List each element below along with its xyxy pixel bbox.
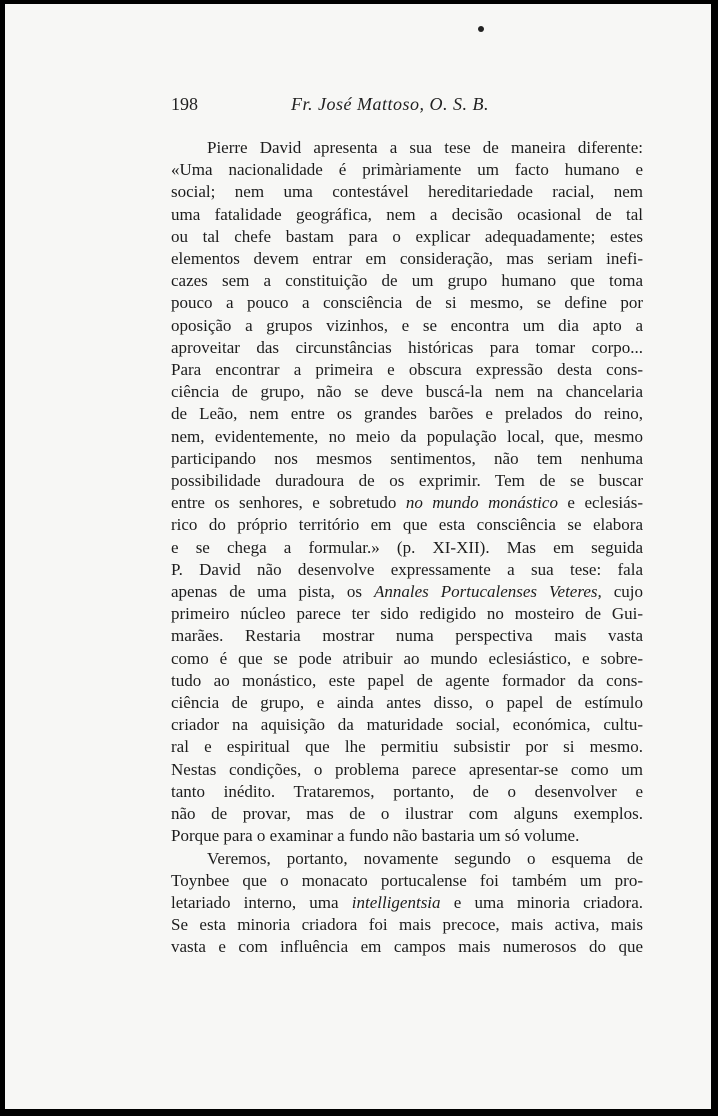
- text-line: nem, evidentemente, no meio da população local, que, mesmo: [171, 426, 643, 446]
- text-line: Porque para o examinar a fundo não bastaria um só volume.: [171, 826, 580, 846]
- text-line: apenas de uma pista, os Annales Portucalenses Veteres, cujo: [171, 582, 643, 602]
- text-line: letariado interno, uma intelligentsia e uma minoria criadora.: [171, 892, 643, 912]
- ink-speck: [478, 26, 484, 32]
- text-line: pouco a pouco a consciência de si mesmo, se define por: [171, 293, 643, 313]
- text-line: P. David não desenvolve expressamente a sua tese: fala: [171, 559, 643, 579]
- text-line: marães. Restaria mostrar numa perspectiva mais vasta: [171, 626, 643, 646]
- text-line: e se chega a formular.» (p. XI-XII). Mas em seguida: [171, 537, 643, 557]
- text-line: participando nos mesmos sentimentos, não tem nenhuma: [171, 448, 643, 468]
- text-line: criador na aquisição da maturidade social, económica, cultu-: [171, 715, 643, 735]
- text-line: oposição a grupos vizinhos, e se encontra um dia apto a: [171, 315, 643, 335]
- text-line: primeiro núcleo parece ter sido redigido no mosteiro de Gui-: [171, 604, 643, 624]
- text-line: social; nem uma contestável hereditariedade racial, nem: [171, 182, 643, 202]
- text-line: elementos devem entrar em consideração, mas seriam inefi-: [171, 249, 643, 269]
- book-page: [5, 4, 711, 1109]
- text-line: Veremos, portanto, novamente segundo o esquema de: [207, 848, 643, 868]
- text-line: ou tal chefe bastam para o explicar adequadamente; estes: [171, 226, 643, 246]
- text-line: ciência de grupo, e ainda antes disso, o papel de estímulo: [171, 693, 643, 713]
- text-line: tudo ao monástico, este papel de agente formador da cons-: [171, 670, 643, 690]
- text-line: de Leão, nem entre os grandes barões e prelados do reino,: [171, 404, 643, 424]
- text-line: tanto inédito. Trataremos, portanto, de o desenvolver e: [171, 781, 643, 801]
- text-line: vasta e com influência em campos mais numerosos do que: [171, 937, 643, 957]
- text-line: aproveitar das circunstâncias históricas para tomar corpo...: [171, 337, 643, 357]
- text-line: entre os senhores, e sobretudo no mundo monástico e eclesiás-: [171, 493, 643, 513]
- text-line: não de provar, mas de o ilustrar com alguns exemplos.: [171, 804, 643, 824]
- page-number: 198: [171, 94, 198, 114]
- text-line: Pierre David apresenta a sua tese de maneira diferente:: [207, 138, 643, 157]
- text-line: como é que se pode atribuir ao mundo eclesiástico, e sobre-: [171, 648, 643, 668]
- text-line: cazes sem a constituição de um grupo humano que toma: [171, 271, 643, 291]
- text-line: possibilidade duradoura de os exprimir. Tem de se buscar: [171, 471, 643, 491]
- text-line: ciência de grupo, não se deve buscá-la nem na chancelaria: [171, 382, 643, 402]
- text-line: uma fatalidade geográfica, nem a decisão ocasional de tal: [171, 204, 643, 224]
- text-line: Para encontrar a primeira e obscura expressão desta cons-: [171, 360, 643, 380]
- body-text: [171, 137, 643, 959]
- running-title: Fr. José Mattoso, O. S. B.: [291, 94, 489, 114]
- text-line: Se esta minoria criadora foi mais precoce, mais activa, mais: [171, 915, 643, 935]
- text-line: Toynbee que o monacato portucalense foi também um pro-: [171, 870, 643, 890]
- text-line: «Uma nacionalidade é primàriamente um facto humano e: [171, 160, 643, 180]
- text-line: ral e espiritual que lhe permitiu subsistir por si mesmo.: [171, 737, 643, 757]
- text-line: rico do próprio território em que esta consciência se elabora: [171, 515, 643, 535]
- text-line: Nestas condições, o problema parece apresentar-se como um: [171, 759, 643, 779]
